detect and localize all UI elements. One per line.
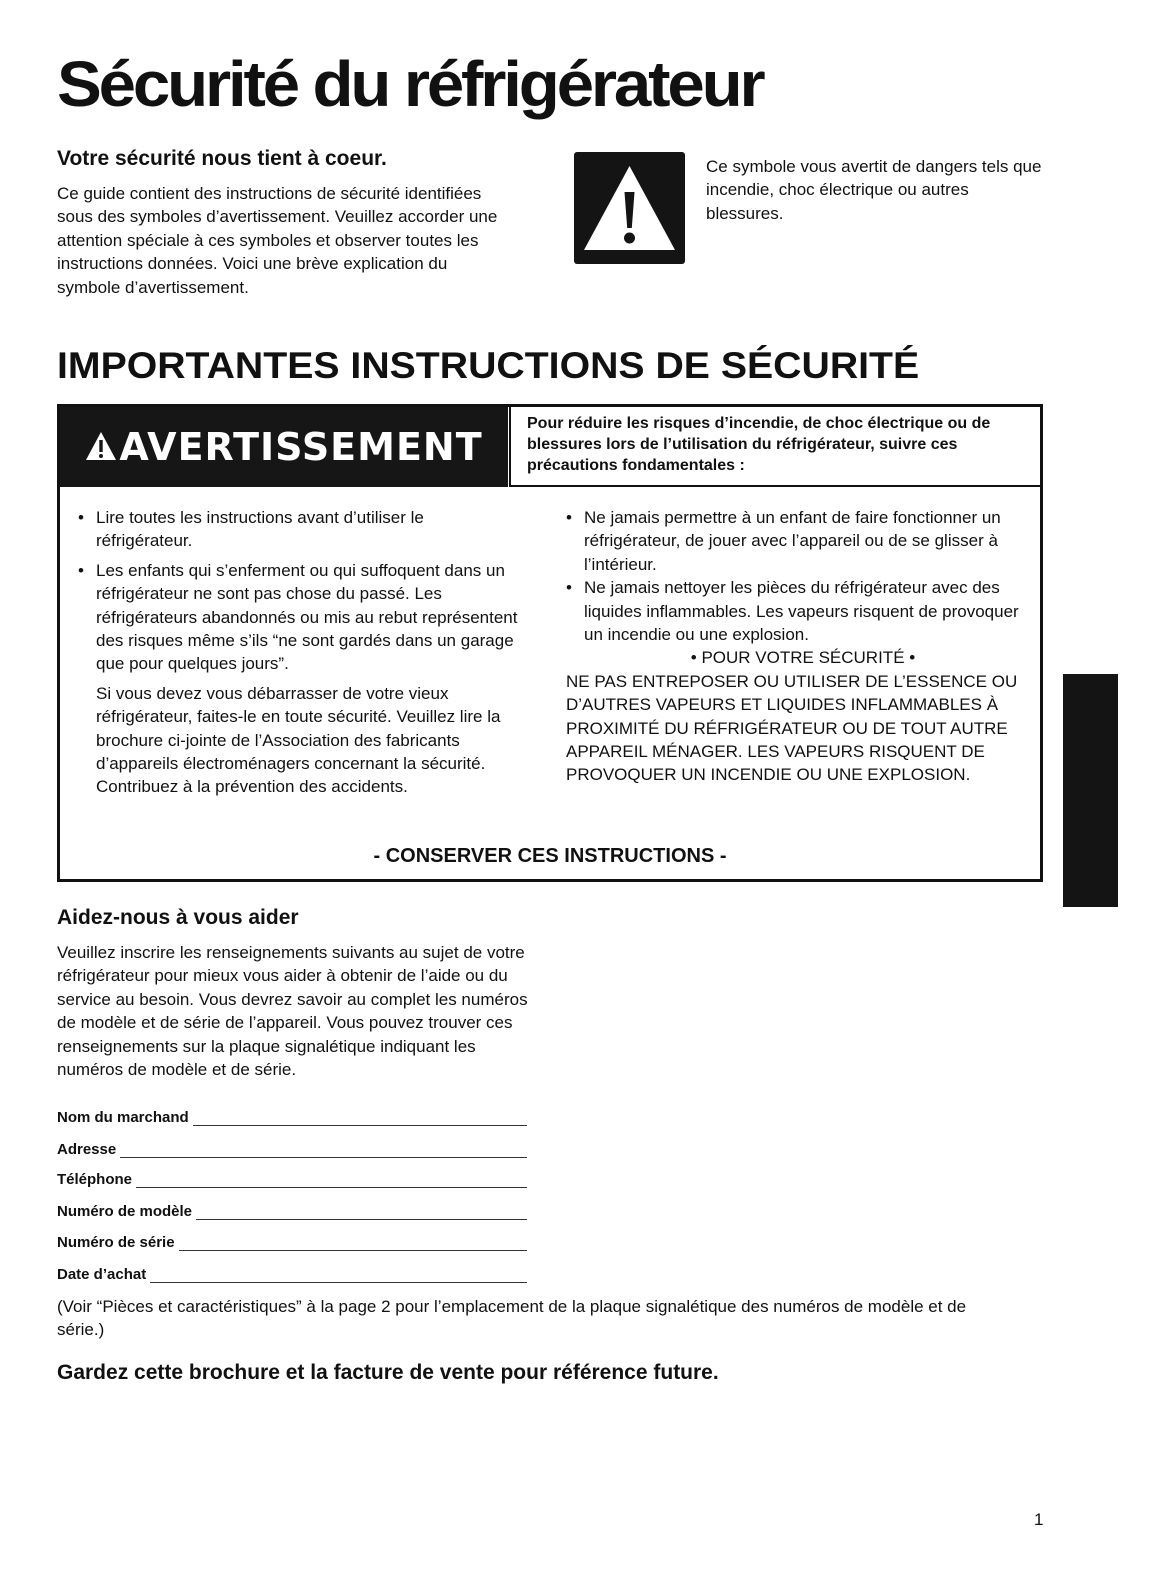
field-line[interactable] — [193, 1111, 527, 1126]
page-title: Sécurité du réfrigérateur — [57, 48, 763, 120]
model-number-field[interactable] — [57, 1198, 527, 1220]
dealer-name-field[interactable] — [57, 1104, 527, 1126]
warning-right-column — [566, 506, 1040, 787]
intro-text: Ce guide contient des instructions de sécurité identifiées sous des symboles d’avertissement. Veuillez accorder une attention spéciale à ces symboles et observer toutes les instructions données. Voici une brève explication du symbole d’avertissement. — [57, 184, 498, 297]
field-label: Nom du marchand — [57, 1109, 189, 1126]
field-line[interactable] — [196, 1205, 527, 1220]
field-line[interactable] — [150, 1268, 527, 1283]
warning-banner — [60, 407, 508, 487]
list-item: • Lire toutes les instructions avant d’utiliser le réfrigérateur. — [78, 506, 518, 553]
disposal-paragraph: Si vous devez vous débarrasser de votre vieux réfrigérateur, faites-le en toute sécurité. Veuillez lire la brochure ci-jointe de l’Association des fabricants d’appareils électroménagers concernant la sécurité. Contribuez à la prévention des accidents. — [96, 683, 501, 797]
field-line[interactable] — [179, 1236, 527, 1251]
warning-intro: Pour réduire les risques d’incendie, de choc électrique ou de blessures lors de l’utilisation du réfrigérateur, suivre ces précautions fondamentales : — [509, 407, 1040, 487]
address-field[interactable] — [57, 1136, 527, 1158]
list-item: • Les enfants qui s’enferment ou qui suffoquent dans un réfrigérateur ne sont pas chose du passé. Les réfrigérateurs abandonnés ou mis au rebut représentent des risques même s’ils “ne sont gardés dans un garage que pour quelques jours”. — [78, 559, 518, 676]
safety-heading: • POUR VOTRE SÉCURITÉ • — [690, 648, 916, 668]
see-note: (Voir “Pièces et caractéristiques” à la page 2 pour l’emplacement de la plaque signalétique des numéros de modèle et de série.) — [57, 1297, 967, 1340]
field-line[interactable] — [120, 1143, 527, 1158]
field-line[interactable] — [136, 1173, 527, 1188]
section-tab-marker — [1063, 674, 1118, 907]
intro-heading: Votre sécurité nous tient à coeur. — [57, 147, 387, 170]
keep-note: Gardez cette brochure et la facture de vente pour référence future. — [57, 1361, 719, 1384]
field-label: Numéro de série — [57, 1234, 175, 1251]
safety-text: NE PAS ENTREPOSER OU UTILISER DE L’ESSENCE OU D’AUTRES VAPEURS ET LIQUIDES INFLAMMABLES À PROXIMITÉ DU RÉFRIGÉRATEUR OU DE TOUT AUTRE APPAREIL MÉNAGER. LES VAPEURS RISQUENT DE PROVOQUER UN INCENDIE OU UNE EXPLOSION. — [566, 671, 1018, 785]
help-heading: Aidez-nous à vous aider — [57, 906, 299, 929]
help-text: Veuillez inscrire les renseignements suivants au sujet de votre réfrigérateur pour mieux vous aider à obtenir de l’aide ou du service au besoin. Vous devrez savoir au complet les numéros de modèle et de série de l’appareil. Vous pouvez trouver ces renseignements sur la plaque signalétique indiquant les numéros de modèle et de série. — [57, 943, 528, 1080]
field-label: Numéro de modèle — [57, 1203, 193, 1220]
page-number: 1 — [1034, 1510, 1044, 1529]
list-item: • Ne jamais permettre à un enfant de faire fonctionner un réfrigérateur, de jouer avec l’appareil ou de se glisser à l’intérieur. — [566, 506, 1040, 576]
symbol-explanation: Ce symbole vous avertit de dangers tels que incendie, choc électrique ou autres blessures. — [706, 157, 1042, 223]
field-label: Téléphone — [57, 1171, 133, 1188]
warning-triangle-icon — [85, 431, 117, 461]
warning-triangle-icon — [574, 152, 685, 264]
purchase-date-field[interactable] — [57, 1261, 527, 1283]
serial-number-field[interactable] — [57, 1229, 527, 1251]
warning-label: AVERTISSEMENT — [119, 425, 483, 469]
field-label: Date d’achat — [57, 1266, 147, 1283]
list-item: • Ne jamais nettoyer les pièces du réfrigérateur avec des liquides inflammables. Les vapeurs risquent de provoquer un incendie ou une explosion. — [566, 576, 1040, 646]
conserve-instructions: - CONSERVER CES INSTRUCTIONS - — [373, 845, 727, 867]
field-label: Adresse — [57, 1141, 117, 1158]
warning-left-column — [78, 506, 518, 799]
important-instructions-heading: IMPORTANTES INSTRUCTIONS DE SÉCURITÉ — [57, 345, 920, 386]
phone-field[interactable] — [57, 1166, 527, 1188]
